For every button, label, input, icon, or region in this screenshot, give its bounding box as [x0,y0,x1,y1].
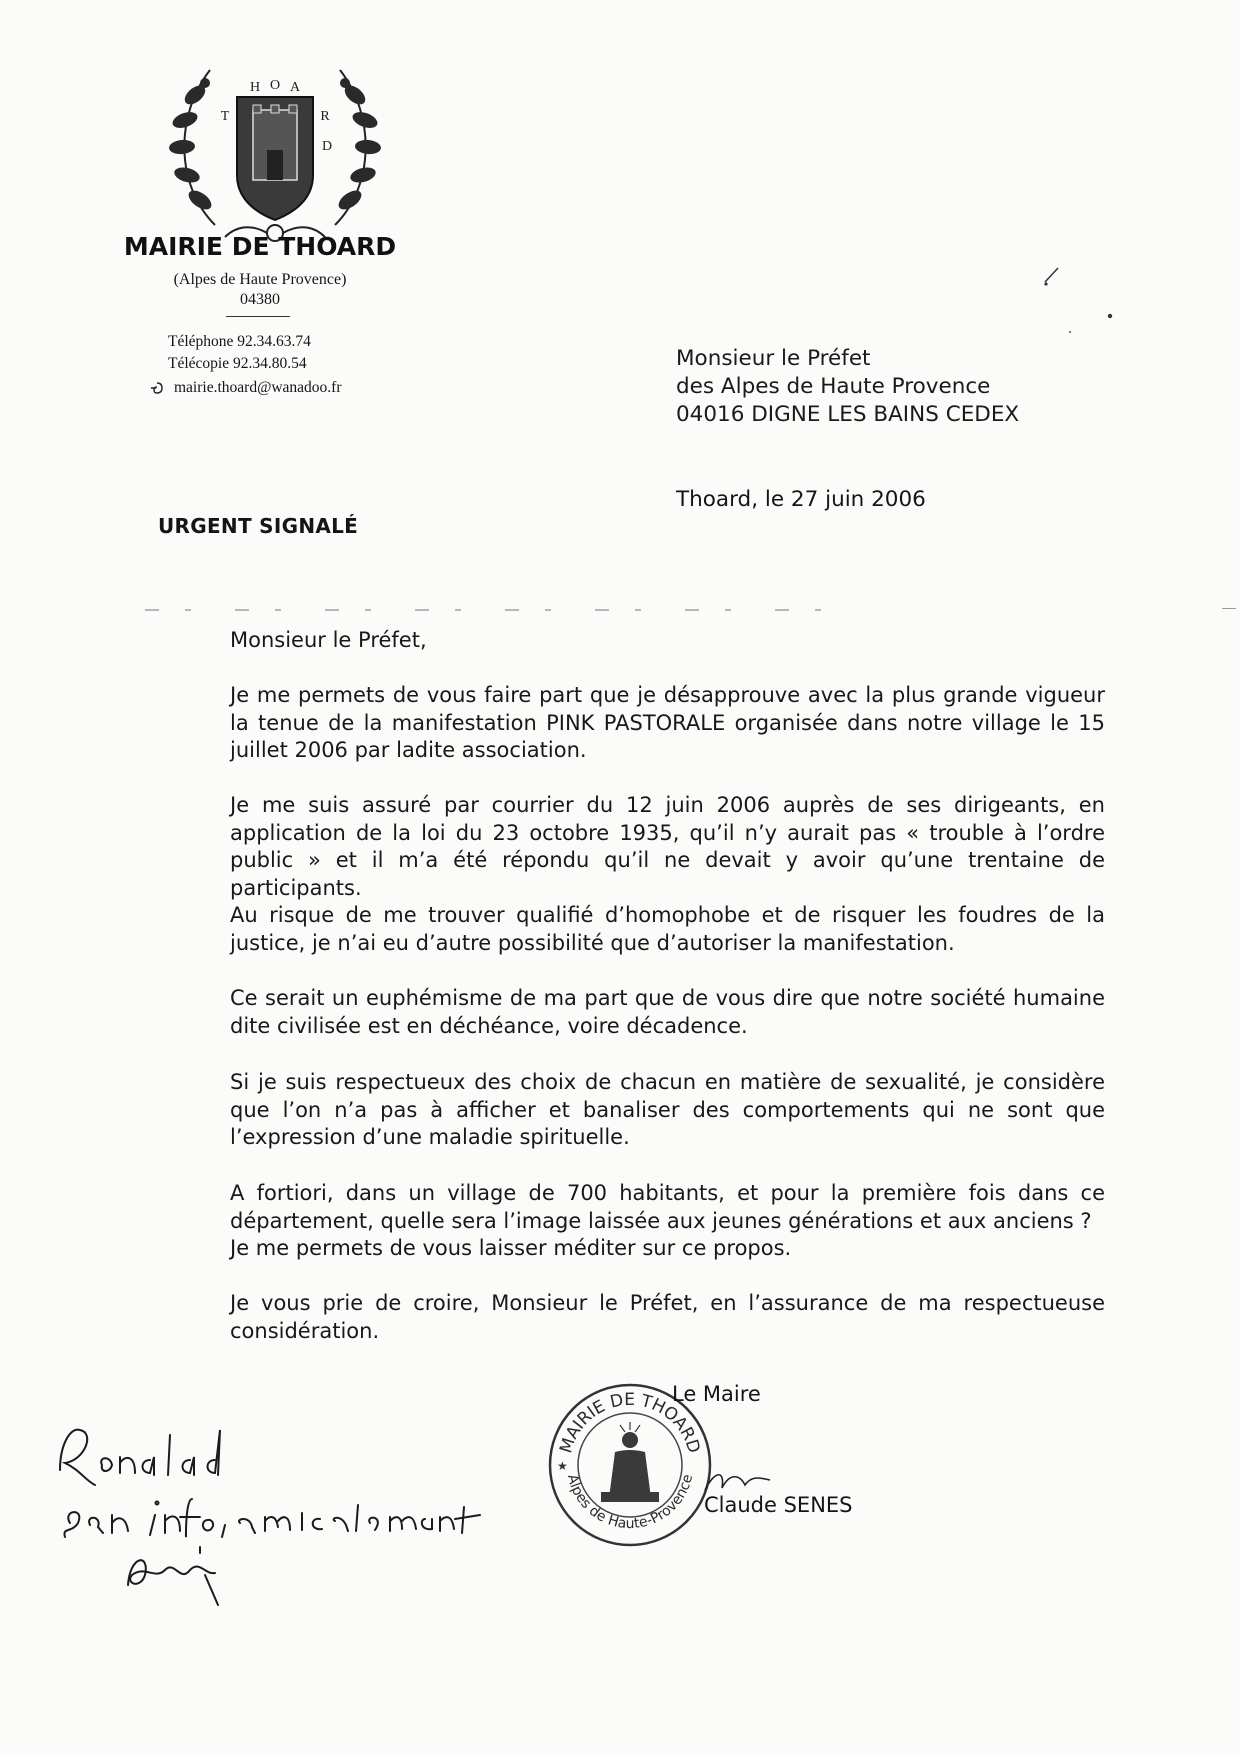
closing-paragraph: Je vous prie de croire, Monsieur le Préfet, en l’assurance de ma respectueuse considération. [230,1291,1105,1343]
svg-text:T: T [220,109,230,124]
svg-text:Alpes de Haute-Provence: Alpes de Haute-Provence [563,1472,697,1533]
email-row [150,379,342,397]
paragraph-6: A fortiori, dans un village de 700 habitants, et pour la première fois dans ce département, quelle sera l’image laissée aux jeunes générations et aux anciens ? Je me permets de vous laisser méditer sur ce propos. [230,1181,1105,1260]
recipient-line-1: Monsieur le Préfet [676,346,871,371]
svg-text:★: ★ [557,1459,568,1473]
urgent-label: URGENT SIGNALÉ [158,514,359,538]
salutation: Monsieur le Préfet, [230,628,427,652]
organization-postcode: 04380 [240,291,280,308]
organization-name: MAIRIE DE THOARD [123,232,397,261]
handwritten-note-signature-icon [40,1415,500,1615]
postcode-underline [226,316,290,317]
svg-text:R: R [320,109,330,124]
paragraph-5: Si je suis respectueux des choix de chacun en matière de sexualité, je considère que l’on n’a pas à afficher et banaliser des comportements qui ne sont que l’expression d’une maladie spirituelle. [230,1070,1105,1149]
recipient-line-3: 04016 DIGNE LES BAINS CEDEX [676,402,1020,427]
scan-dashed-line [145,609,835,611]
telephone-number: Téléphone 92.34.63.74 [168,333,311,350]
svg-text:O: O [269,78,281,93]
svg-text:D: D [321,139,333,154]
svg-text:A: A [289,80,301,95]
recipient-line-2: des Alpes de Haute Provence [676,374,991,399]
paragraph-2: Je me suis assuré par courrier du 12 juin 2006 auprès de ses dirigeants, en application de la loi du 23 octobre 1935, qu’il n’y aurait pas « trouble à l’ordre public » et il m’a été répondu qu’il ne devait y avoir qu’une trentaine de participants. [230,793,1105,900]
svg-text:H: H [249,80,261,95]
mayor-signature-icon [700,1460,780,1500]
organization-region: (Alpes de Haute Provence) [173,271,347,288]
scan-specks-icon [1040,260,1160,350]
letter-date: Thoard, le 27 juin 2006 [676,487,926,512]
svg-text:MAIRIE DE THOARD: MAIRIE DE THOARD [556,1389,704,1456]
paragraph-1: Je me permets de vous faire part que je désapprouve avec la plus grande vigueur la tenue de la manifestation PINK PASTORALE organisée dans notre village le 15 juillet 2006 par ladite association. [230,683,1105,762]
paragraph-3: Au risque de me trouver qualifié d’homophobe et de risquer les foudres de la justice, je n’ai eu d’autre possibilité que d’autoriser la manifestation. [230,903,1105,955]
mail-glyph-icon [150,381,164,395]
paragraph-4: Ce serait un euphémisme de ma part que de vous dire que notre société humaine dite civilisée est en déchéance, voire décadence. [230,986,1105,1038]
crest-logo-icon [155,55,395,250]
email-address: mairie.thoard@wanadoo.fr [174,379,342,396]
signature-title: Le Maire [672,1382,761,1406]
signatory-name: Claude SENES [704,1493,853,1517]
fax-number: Télécopie 92.34.80.54 [168,355,307,372]
scan-edge-mark [1222,608,1236,609]
